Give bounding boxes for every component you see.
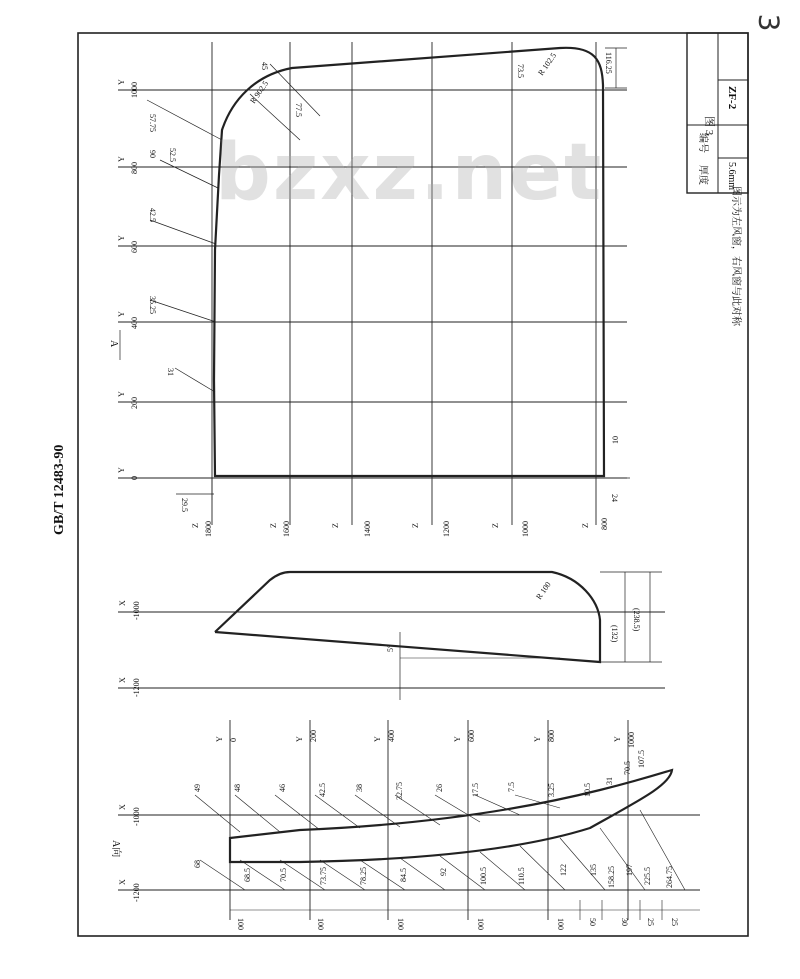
bottom-dim-100-5: 100.5	[479, 867, 488, 885]
bot-y-value-800: 800	[547, 730, 556, 742]
mid-x-axis-1200: X	[118, 677, 127, 683]
dim-73-5: 73.5	[516, 64, 525, 78]
bottom-dim-84-5: 84.5	[399, 868, 408, 882]
radius-102-5: R 102.5	[536, 51, 559, 78]
spacing-30: 30	[620, 918, 629, 926]
mid-dim-238-5: (238.5)	[632, 608, 641, 632]
dim-90: 90	[148, 150, 157, 158]
dim-10: 10	[611, 436, 620, 444]
thickness-value: 5.6mm	[726, 162, 737, 191]
main-z-value-1000: 1000	[521, 521, 530, 537]
main-z-axis-1800: Z	[191, 523, 200, 528]
main-z-axis-1600: Z	[269, 523, 278, 528]
bot-y-axis-1000: Y	[613, 736, 622, 742]
dim-116-25: 116.25	[604, 52, 613, 74]
bot-x-value-1000: -1000	[132, 807, 141, 826]
main-y-value-800: 800	[130, 162, 139, 174]
bottom-dim-135: 135	[589, 864, 598, 876]
dim-31: 31	[166, 368, 175, 376]
dim-24: 24	[610, 494, 619, 502]
main-z-axis-1000: Z	[491, 523, 500, 528]
middle-view	[118, 572, 665, 700]
main-y-axis-1000: Y	[117, 79, 126, 85]
bottom-view-label: A向	[110, 840, 121, 858]
main-z-axis-800: Z	[581, 523, 590, 528]
mid-x-value-1000: -1000	[132, 601, 141, 620]
bottom-dim-264-75: 264.75	[665, 866, 674, 888]
spacing-100-4: 100	[476, 918, 485, 930]
top-dim-26: 26	[435, 784, 444, 792]
bot-y-axis-400: Y	[373, 736, 382, 742]
bottom-view	[118, 720, 700, 920]
main-y-value-1000: 1000	[130, 82, 139, 98]
main-z-labels	[191, 518, 609, 537]
bottom-dim-73-75: 73.75	[319, 867, 328, 885]
mid-dim-132: (132)	[610, 625, 619, 643]
main-z-value-1800: 1800	[204, 521, 213, 537]
figure-label: 图 3	[703, 116, 715, 136]
spacing-100-1: 100	[236, 918, 245, 930]
bottom-labels	[110, 730, 679, 930]
bot-y-value-400: 400	[387, 730, 396, 742]
bottom-dim-68: 68	[193, 860, 202, 868]
main-z-axis-1400: Z	[331, 523, 340, 528]
spacing-100-2: 100	[316, 918, 325, 930]
spacing-50: 50	[588, 918, 597, 926]
bottom-dim-122: 122	[559, 864, 568, 876]
dim-77-5: 77.5	[294, 103, 303, 117]
bottom-dim-78-25: 78.25	[359, 867, 368, 885]
spacing-100-3: 100	[396, 918, 405, 930]
main-y-axis-600: Y	[117, 235, 126, 241]
main-z-value-800: 800	[600, 518, 609, 530]
top-dim-3-25: 3.25	[547, 783, 556, 797]
top-dim-49: 49	[193, 784, 202, 792]
title-block	[687, 33, 748, 193]
part-number: ZF-2	[726, 86, 738, 110]
dim-35-25: 35.25	[148, 296, 157, 314]
spacing-25-1: 25	[646, 918, 655, 926]
bot-y-value-600: 600	[467, 730, 476, 742]
main-y-value-200: 200	[130, 397, 139, 409]
bot-y-axis-600: Y	[453, 736, 462, 742]
bot-y-value-200: 200	[309, 730, 318, 742]
view-arrow-label: A	[108, 340, 119, 348]
top-dim-17-5: 17.5	[471, 783, 480, 797]
top-dim-7-5: 7.5	[507, 782, 516, 792]
main-y-value-0: 0	[130, 476, 139, 480]
bot-y-axis-800: Y	[533, 736, 542, 742]
bot-x-axis-1000: X	[118, 804, 127, 810]
top-dim-32-75: 32.75	[395, 782, 404, 800]
mid-angle-5: 5°	[386, 644, 395, 652]
top-dim-70-5: 70.5	[623, 761, 632, 775]
bot-y-axis-200: Y	[295, 736, 304, 742]
dim-52-5: 52.5	[168, 148, 177, 162]
page-mark: 3	[752, 13, 786, 32]
bottom-dim-197: 197	[625, 864, 634, 876]
main-z-axis-1200: Z	[411, 523, 420, 528]
bottom-dim-225-5: 225.5	[643, 867, 652, 885]
bot-x-axis-1200: X	[118, 879, 127, 885]
bottom-dim-158-25: 158.25	[607, 866, 616, 888]
top-dim-42-5: 42.5	[318, 783, 327, 797]
top-dim-31: 31	[605, 777, 614, 785]
watermark: bzxz.net	[215, 128, 604, 218]
dim-57-75: 57.75	[148, 114, 157, 132]
mid-x-axis-1000: X	[118, 600, 127, 606]
main-z-value-1200: 1200	[442, 521, 451, 537]
main-y-axis-400: Y	[117, 311, 126, 317]
top-dim-46: 46	[278, 784, 287, 792]
dim-45: 45	[260, 62, 269, 70]
main-z-value-1600: 1600	[282, 521, 291, 537]
top-dim-38: 38	[355, 784, 364, 792]
bottom-dim-70-5: 70.5	[279, 868, 288, 882]
main-view	[118, 42, 630, 525]
main-y-axis-200: Y	[117, 391, 126, 397]
bottom-dim-68-5: 68.5	[243, 868, 252, 882]
main-y-labels	[117, 79, 139, 480]
main-z-value-1400: 1400	[363, 521, 372, 537]
bot-x-value-1200: -1200	[132, 883, 141, 902]
mid-radius-100: R 100	[534, 580, 553, 602]
bot-y-value-1000: 1000	[627, 732, 636, 748]
title-row-label-2: 厚度	[697, 165, 708, 185]
main-y-value-600: 600	[130, 241, 139, 253]
main-y-axis-800: Y	[117, 156, 126, 162]
spacing-100-5: 100	[556, 918, 565, 930]
bot-y-value-0: 0	[229, 738, 238, 742]
title-row-label-1: 编号	[697, 133, 708, 153]
dim-42-5: 42.5	[148, 208, 157, 222]
radius-902-5: R 902.5	[248, 79, 271, 106]
top-dim-10-5: 10.5	[583, 783, 592, 797]
dim-29-5: 29.5	[180, 498, 189, 512]
standard-code: GB/T 12483-90	[52, 444, 67, 535]
main-y-axis-0: Y	[117, 467, 126, 473]
spacing-25-2: 25	[670, 918, 679, 926]
bottom-dim-110-5: 110.5	[517, 867, 526, 885]
bottom-dim-92: 92	[439, 868, 448, 876]
middle-labels	[118, 580, 641, 697]
top-dim-48: 48	[233, 784, 242, 792]
mid-x-value-1200: -1200	[132, 678, 141, 697]
bot-y-axis-0: Y	[215, 736, 224, 742]
top-dim-107-5: 107.5	[637, 750, 646, 768]
main-y-value-400: 400	[130, 317, 139, 329]
mirror-note: 图示为左风窗，右风窗与此对称	[730, 186, 741, 326]
